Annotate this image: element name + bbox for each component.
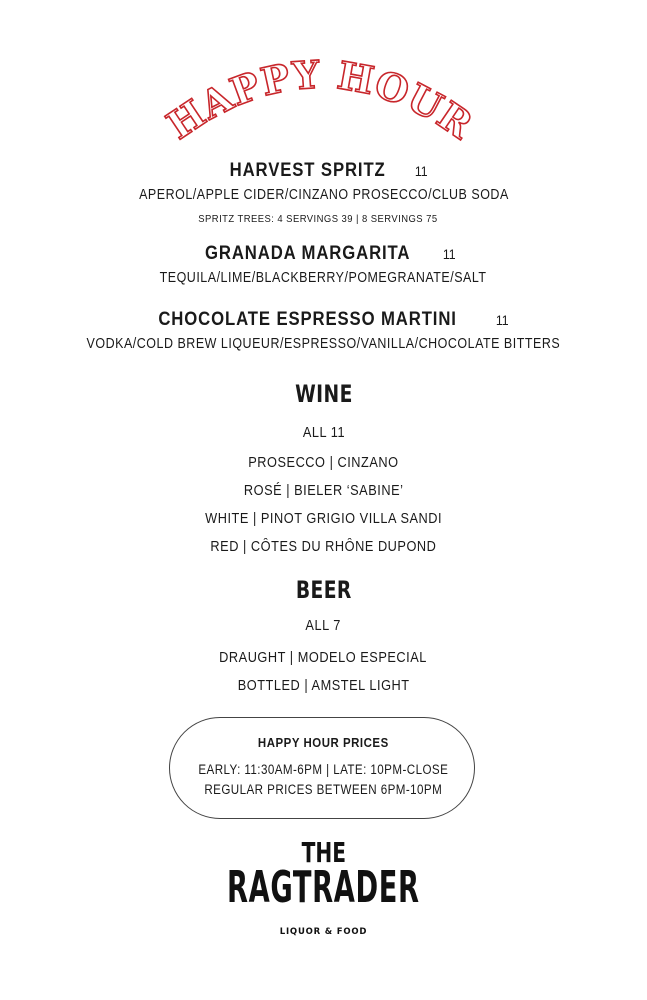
- beer-item-label: BOTTLED | AMSTEL LIGHT: [237, 678, 410, 694]
- hours-line-1: EARLY: 11:30AM-6PM | LATE: 10PM-CLOSE: [198, 762, 449, 777]
- beer-price: ALL 7: [305, 618, 342, 634]
- beer-price-row: [0, 617, 647, 635]
- cocktail-1-name: HARVEST SPRITZ: [229, 160, 386, 181]
- cocktail-2-heading: [0, 243, 647, 265]
- beer-item-label: DRAUGHT | MODELO ESPECIAL: [219, 650, 428, 666]
- logo-tagline-row: [0, 921, 647, 939]
- menu-title-text: [159, 52, 482, 148]
- wine-heading: WINE: [294, 380, 353, 408]
- logo-tagline: LIQUOR & FOOD: [279, 927, 368, 937]
- cocktail-1-heading: [0, 160, 647, 182]
- wine-item-label: RED | CÔTES DU RHÔNE DUPOND: [210, 539, 437, 555]
- cocktail-3-ingredients: VODKA/COLD BREW LIQUEUR/ESPRESSO/VANILLA/CHOCOLATE BITTERS: [86, 336, 561, 352]
- hours-title-row: [0, 734, 647, 752]
- wine-item-label: ROSÉ | BIELER ‘SABINE’: [243, 483, 404, 499]
- wine-price: ALL 11: [302, 425, 345, 441]
- beer-heading-row: [0, 576, 647, 604]
- cocktail-2-price: 11: [442, 246, 456, 262]
- cocktail-1-price: 11: [414, 163, 428, 179]
- beer-heading: BEER: [295, 576, 352, 604]
- cocktail-3-name: CHOCOLATE ESPRESSO MARTINI: [157, 309, 457, 330]
- cocktail-2-name: GRANADA MARGARITA: [204, 243, 410, 264]
- logo-name: RAGTRADER: [227, 862, 420, 913]
- wine-item: [0, 538, 647, 556]
- beer-item: [0, 677, 647, 695]
- wine-item: [0, 482, 647, 500]
- cocktail-3-price: 11: [495, 312, 509, 328]
- cocktail-1-note: SPRITZ TREES: 4 SERVINGS 39 | 8 SERVINGS 75: [197, 213, 438, 225]
- wine-heading-row: [0, 380, 647, 408]
- wine-item: [0, 454, 647, 472]
- hours-title: HAPPY HOUR PRICES: [258, 735, 389, 750]
- wine-item-label: WHITE | PINOT GRIGIO VILLA SANDI: [205, 511, 442, 527]
- hours-line-2: REGULAR PRICES BETWEEN 6PM-10PM: [204, 782, 443, 797]
- wine-item-label: PROSECCO | CINZANO: [248, 455, 399, 471]
- menu-title: [160, 48, 480, 148]
- cocktail-1-ingredients-row: [0, 186, 647, 204]
- hours-line-1-row: [0, 761, 647, 779]
- beer-item: [0, 649, 647, 667]
- logo-the: THE: [301, 836, 346, 869]
- cocktail-3-ingredients-row: [0, 335, 647, 353]
- wine-price-row: [0, 424, 647, 442]
- logo-name-row: [0, 862, 647, 913]
- menu-title-path: HAPPY HOUR: [158, 51, 482, 148]
- hours-line-2-row: [0, 781, 647, 799]
- cocktail-2-ingredients-row: [0, 269, 647, 287]
- cocktail-1-ingredients: APEROL/APPLE CIDER/CINZANO PROSECCO/CLUB SODA: [138, 187, 509, 203]
- wine-item: [0, 510, 647, 528]
- cocktail-3-heading: [0, 309, 647, 331]
- cocktail-1-note-row: [0, 209, 641, 227]
- cocktail-2-ingredients: TEQUILA/LIME/BLACKBERRY/POMEGRANATE/SALT: [160, 270, 487, 286]
